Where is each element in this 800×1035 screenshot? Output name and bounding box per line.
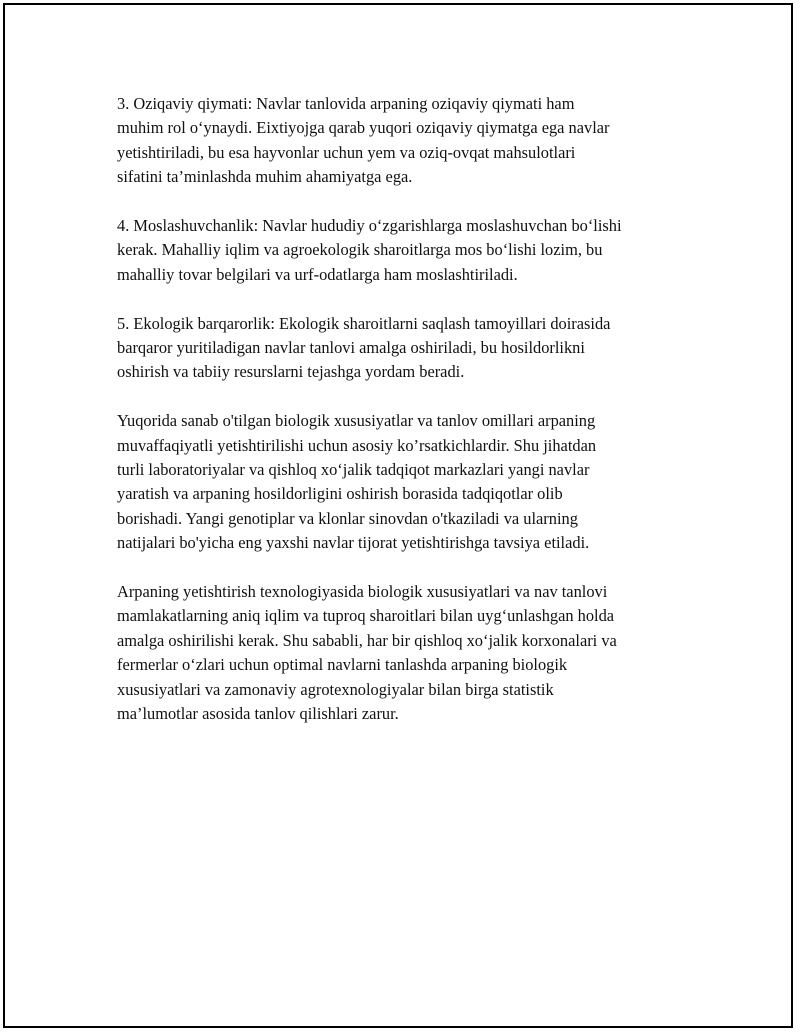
paragraph-ecological-sustainability bbox=[117, 312, 687, 385]
text-line: mahalliy tovar belgilari va urf-odatlarga ham moslashtiriladi. bbox=[117, 264, 518, 284]
text-line: barqaror yuritiladigan navlar tanlovi amalga oshiriladi, bu hosildorlikni bbox=[117, 338, 585, 358]
text-line: borishadi. Yangi genotiplar va klonlar sinovdan o'tkaziladi va ularning bbox=[117, 508, 578, 528]
text-line: oshirish va tabiiy resurslarni tejashga yordam beradi. bbox=[117, 362, 465, 382]
text-line: 3. Oziqaviy qiymati: Navlar tanlovida arpaning oziqaviy qiymati ham bbox=[117, 94, 575, 113]
text-line: amalga oshirilishi kerak. Shu sababli, har bir qishloq xo‘jalik korxonalari va bbox=[117, 630, 617, 650]
text-line: sifatini ta’minlashda muhim ahamiyatga ega. bbox=[117, 167, 413, 187]
paragraph-nutritional-value bbox=[117, 92, 687, 190]
text-line: natijalari bo'yicha eng yaxshi navlar tijorat yetishtirishga tavsiya etiladi. bbox=[117, 533, 590, 553]
text-line: yetishtiriladi, bu esa hayvonlar uchun yem va oziq-ovqat mahsulotlari bbox=[117, 142, 576, 162]
text-line: fermerlar o‘zlari uchun optimal navlarni tanlashda arpaning biologik bbox=[117, 655, 568, 675]
text-line: turli laboratoriyalar va qishloq xo‘jalik tadqiqot markazlari yangi navlar bbox=[117, 460, 590, 480]
text-line: Yuqorida sanab o'tilgan biologik xususiyatlar va tanlov omillari arpaning bbox=[117, 411, 596, 431]
text-line: xususiyatlari va zamonaviy agrotexnologiyalar bilan birga statistik bbox=[117, 679, 554, 699]
text-line: yaratish va arpaning hosildorligini oshirish borasida tadqiqotlar olib bbox=[117, 484, 563, 504]
text-line: ma’lumotlar asosida tanlov qilishlari zarur. bbox=[117, 704, 399, 724]
paragraph-conclusion bbox=[117, 580, 687, 726]
text-line: 5. Ekologik barqarorlik: Ekologik sharoitlarni saqlash tamoyillari doirasida bbox=[117, 313, 611, 333]
paragraph-summary bbox=[117, 409, 687, 555]
text-line: mamlakatlarning aniq iqlim va tuproq sharoitlari bilan uyg‘unlashgan holda bbox=[117, 606, 615, 626]
text-line: Arpaning yetishtirish texnologiyasida biologik xususiyatlari va nav tanlovi bbox=[117, 582, 608, 602]
text-line: muvaffaqiyatli yetishtirilishi uchun asosiy ko’rsatkichlardir. Shu jihatdan bbox=[117, 435, 597, 455]
text-line: 4. Moslashuvchanlik: Navlar hududiy o‘zgarishlarga moslashuvchan bo‘lishi bbox=[117, 216, 622, 236]
document-body bbox=[117, 92, 687, 751]
paragraph-adaptability bbox=[117, 214, 687, 287]
text-line: kerak. Mahalliy iqlim va agroekologik sharoitlarga mos bo‘lishi lozim, bu bbox=[117, 240, 603, 260]
text-line: muhim rol o‘ynaydi. Eixtiyojga qarab yuqori oziqaviy qiymatga ega navlar bbox=[117, 118, 610, 138]
